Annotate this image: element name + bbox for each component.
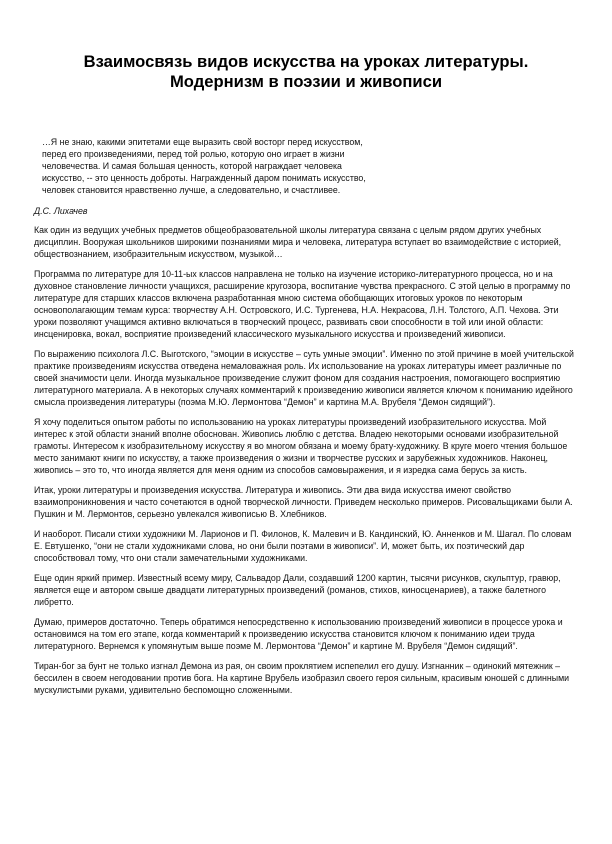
paragraph: Я хочу поделиться опытом работы по использованию на уроках литературы произведений изобразительного искусства. Мой интерес к этой области знаний вполне обоснован. Живопись люблю с детства. Владею некоторыми основами изобразительной грамоты. Интересом к изобразительному искусству я во многом обязана и моему брату-художнику. В круге моего чтения большое место занимают книги по искусству, а также произведения о жизни и творчестве русских и зарубежных художников. Наконец, живопись – это то, что иногда является для меня одним из способов самовыражения, и я изредка сама берусь за кисть. xyxy=(34,417,568,476)
paragraph: Тиран-бог за бунт не только изгнал Демона из рая, он своим проклятием испепелил его душу. Изгнанник – одинокий мятежник – бессилен в своем негодовании против бога. На картине Врубель изобразил своего героя сильным, красивым юношей с длинными мускулистыми руками, удивительно беспомощно сложенными. xyxy=(34,661,570,696)
document-title xyxy=(34,52,578,92)
epigraph-quote: …Я не знаю, какими эпитетами еще выразить свой восторг перед искусством, перед его произведениями, перед той ролью, которую оно играет в жизни человечества. И самая большая ценность, которой награждает человека искусство, -- это ценность доброты. Награжденный даром понимать искусство, человек становится нравственно лучше, а следовательно, и счастливее. xyxy=(42,137,366,196)
paragraph: По выражению психолога Л.С. Выготского, “эмоции в искусстве – суть умные эмоции”. Именно по этой причине в моей учительской практике произведениям искусства отведена немаловажная роль. Их использование на уроках литературы имеет различные по своей значимости цели. Иногда музыкальное произведение служит фоном для создания настроения, помогающего восприятию литературного материала. А в некоторых случаях комментарий к произведению живописи является ключом к пониманию идейного смысла произведения литературы (поэма М.Ю. Лермонтова “Демон” и картина М.А. Врубеля “Демон сидящий”). xyxy=(34,349,574,408)
title-line-1: Взаимосвязь видов искусства на уроках литературы. xyxy=(83,52,529,71)
paragraph: Как один из ведущих учебных предметов общеобразовательной школы литература связана с целым рядом других учебных дисциплин. Вооружая школьников широкими познаниями мира и человека, литература вступает во взаимодействие с историей, обществознанием, изобразительным искусством, музыкой… xyxy=(34,225,562,260)
paragraph: Еще один яркий пример. Известный всему миру, Сальвадор Дали, создавший 1200 картин, тысячи рисунков, скульптур, гравюр, является еще и автором свыше двадцати литературных произведений (романов, стихов, киносценариев), а также балетного либретто. xyxy=(34,573,561,608)
paragraph: И наоборот. Писали стихи художники М. Ларионов и П. Филонов, К. Малевич и В. Кандинский, Ю. Анненков и М. Шагал. По словам Е. Евтушенко, “они не стали художниками слова, но они были поэтами в живописи”. И, может быть, их поэтический дар способствовал тому, что они стали замечательными художниками. xyxy=(34,529,572,564)
document-page xyxy=(0,52,612,844)
title-line-2: Модернизм в поэзии и живописи xyxy=(169,72,443,91)
epigraph-author: Д.С. Лихачев xyxy=(34,206,88,217)
paragraph: Итак, уроки литературы и произведения искусства. Литература и живопись. Эти два вида искусства имеют свойство взаимопроникновения и часто сочетаются в одной творческой личности. Приведем несколько примеров. Рисовальщиками были А. Пушкин и М. Лермонтов, серьезно увлекался живописью В. Хлебников. xyxy=(34,485,573,520)
paragraph: Программа по литературе для 10-11-ых классов направлена не только на изучение историко-литературного процесса, но и на духовное становление личности учащихся, расширение кругозора, воспитание чувства прекрасного. С этой целью в программу по литературе для старших классов включена разработанная мною система обобщающих итоговых уроков по некоторым основополагающим темам курса: творчеству А.Н. Островского, И.С. Тургенева, Н.А. Некрасова, Л.Н. Толстого, А.П. Чехова. Эти уроки позволяют учащимся активно включаться в творческий процесс, развивать свои способности в той или иной области: инсценировка, вокал, восприятие произведений классического музыкального искусства и произведений живописи. xyxy=(34,269,571,340)
paragraph: Думаю, примеров достаточно. Теперь обратимся непосредственно к использованию произведений живописи в процессе урока и остановимся на том его этапе, когда комментарий к произведению искусства становится ключом к пониманию идеи труда литературного. Вернемся к упомянутым выше поэме М. Лермонтова “Демон” и картине М. Врубеля “Демон сидящий”. xyxy=(34,617,563,652)
